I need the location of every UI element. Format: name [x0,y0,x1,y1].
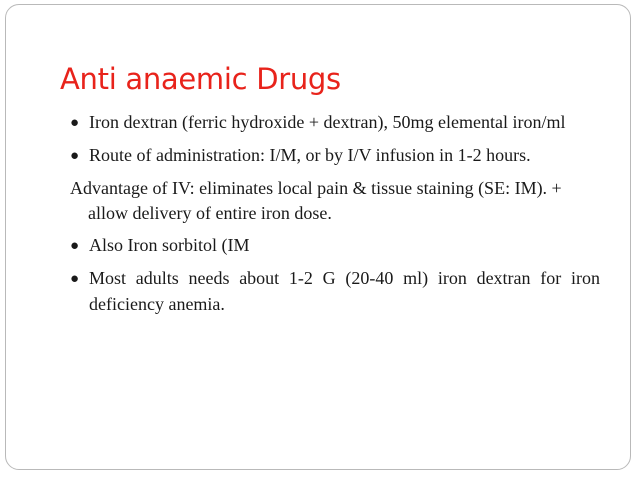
bullet-item-iron-sorbitol [70,233,600,259]
bullet-icon: ● [70,271,80,287]
bullet-icon: ● [70,148,80,164]
bullet-text: Also Iron sorbitol (IM [89,235,250,255]
bullet-text: Iron dextran (ferric hydroxide + dextran), 50mg elemental iron/ml [89,112,566,132]
bullet-icon: ● [70,115,80,131]
bullet-text: Most adults needs about 1-2 G (20-40 ml) iron dextran for iron deficiency anemia. [89,268,600,314]
bullet-item-iron-dextran [70,110,600,136]
bullet-item-adult-dose [70,266,600,317]
bullet-icon: ● [70,238,80,254]
bullet-text: Route of administration: I/M, or by I/V infusion in 1-2 hours. [89,145,531,165]
slide-content [70,110,600,324]
paragraph-advantage-iv [70,176,600,226]
bullet-item-route [70,143,600,169]
paragraph-text: Advantage of IV: eliminates local pain & tissue staining (SE: IM). + allow delivery of entire iron dose. [70,178,562,223]
slide-title: Anti anaemic Drugs [60,62,341,96]
